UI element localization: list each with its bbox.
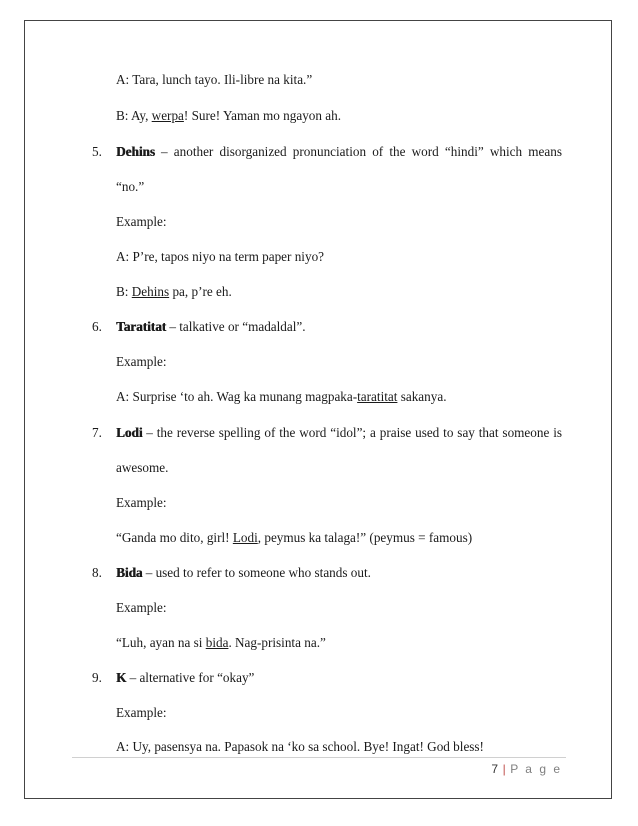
example-label: Example:	[116, 600, 167, 615]
dialogue-line: “Luh, ayan na si bida. Nag-prisinta na.”	[116, 635, 326, 650]
item-number: 8.	[92, 565, 102, 580]
dialogue-line: B: Ay, werpa! Sure! Yaman mo ngayon ah.	[116, 108, 342, 123]
slang-term: Lodi	[116, 425, 143, 440]
item-number: 6.	[92, 319, 102, 334]
dialogue-line: A: Surprise ‘to ah. Wag ka munang magpaka-taratitat sakanya.	[116, 389, 447, 404]
example-label: Example:	[116, 495, 167, 510]
example-label: Example:	[116, 705, 167, 720]
item-definition: K – alternative for “okay”	[116, 670, 255, 685]
footer-separator: |	[502, 762, 507, 776]
footer-rule	[72, 757, 566, 758]
slang-term: K	[116, 670, 127, 685]
dialogue-line: A: Uy, pasensya na. Papasok na ‘ko sa school. Bye! Ingat! God bless!	[116, 739, 484, 754]
slang-term: Bida	[116, 565, 143, 580]
item-definition: Taratitat – talkative or “madaldal”.	[116, 319, 306, 334]
example-label: Example:	[116, 354, 167, 369]
definition-continuation: “no.”	[116, 179, 145, 194]
item-number: 5.	[92, 144, 102, 159]
item-definition: Dehins – another disorganized pronunciation of the word “hindi” which means	[116, 144, 562, 159]
item-number: 7.	[92, 425, 102, 440]
underlined-term: Lodi	[232, 530, 258, 545]
item-definition: Lodi – the reverse spelling of the word “idol”; a praise used to say that someone is	[116, 425, 562, 440]
item-number: 9.	[92, 670, 102, 685]
page-number: 7	[491, 762, 499, 776]
example-label: Example:	[116, 214, 167, 229]
slang-term: Taratitat	[116, 319, 167, 334]
page-border	[24, 20, 612, 799]
underlined-term: Dehins	[131, 284, 170, 299]
page-footer	[491, 762, 562, 776]
dialogue-line: A: Tara, lunch tayo. Ili-libre na kita.”	[116, 72, 313, 87]
dialogue-line: B: Dehins pa, p’re eh.	[116, 284, 232, 299]
underlined-term: bida	[205, 635, 229, 650]
item-definition: Bida – used to refer to someone who stands out.	[116, 565, 371, 580]
dialogue-line: “Ganda mo dito, girl! Lodi, peymus ka talaga!” (peymus = famous)	[116, 530, 473, 545]
underlined-term: werpa	[151, 108, 184, 123]
slang-term: Dehins	[116, 144, 155, 159]
dialogue-line: A: P’re, tapos niyo na term paper niyo?	[116, 249, 325, 264]
page-word: P a g e	[510, 762, 562, 776]
definition-continuation: awesome.	[116, 460, 169, 475]
underlined-term: taratitat	[357, 389, 398, 404]
